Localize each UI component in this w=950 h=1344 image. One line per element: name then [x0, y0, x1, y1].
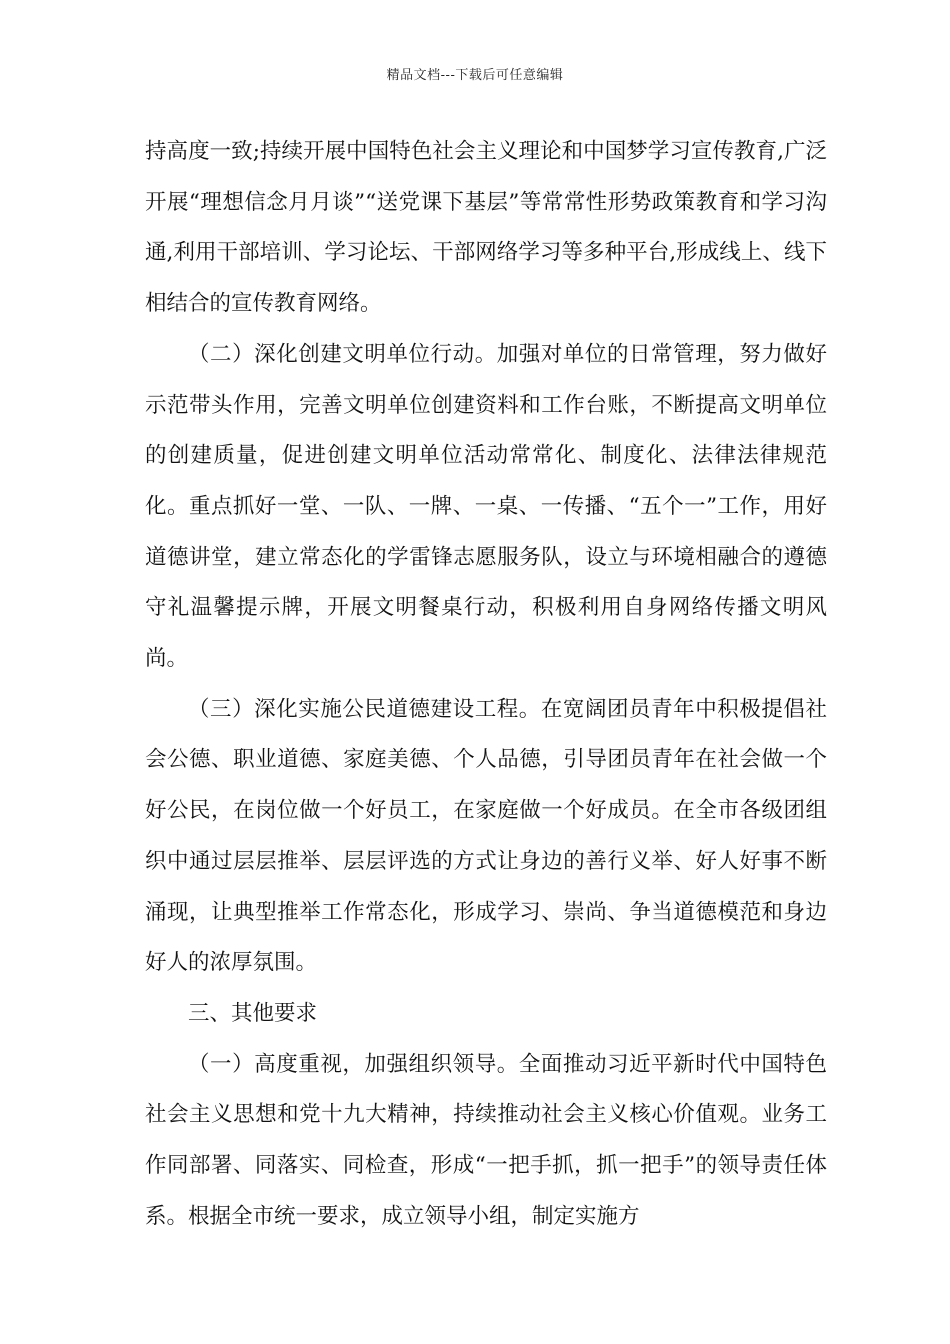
paragraph-section-2-3: （三）深化实施公民道德建设工程。在宽阔团员青年中积极提倡社会公德、职业道德、家庭美德、个人品德，引导团员青年在社会做一个好公民，在岗位做一个好员工，在家庭做一个好成员。在全市各级团组织中通过层层推举、层层评选的方式让身边的善行义举、好人好事不断涌现，让典型推举工作常态化，形成学习、崇尚、争当道德模范和身边好人的浓厚氛围。 — [145, 696, 827, 976]
paragraph-section-2-2: （二）深化创建文明单位行动。加强对单位的日常管理，努力做好示范带头作用，完善文明单位创建资料和工作台账，不断提高文明单位的创建质量，促进创建文明单位活动常常化、制度化、法律法律规范化。重点抓好一堂、一队、一牌、一桌、一传播、“五个一”工作，用好道德讲堂，建立常态化的学雷锋志愿服务队，设立与环境相融合的遵德守礼温馨提示牌，开展文明餐桌行动，积极利用自身网络传播文明风尚。 — [145, 341, 827, 672]
paragraph-continuation: 持高度一致;持续开展中国特色社会主义理论和中国梦学习宣传教育,广泛开展“理想信念月月谈”“送党课下基层”等常常性形势政策教育和学习沟通,利用干部培训、学习论坛、干部网络学习等多种平台,形成线上、线下相结合的宣传教育网络。 — [145, 139, 827, 317]
paragraph-section-3-1: （一）高度重视，加强组织领导。全面推动习近平新时代中国特色社会主义思想和党十九大精神，持续推动社会主义核心价值观。业务工作同部署、同落实、同检查，形成“一把手抓，抓一把手”的领导责任体系。根据全市统一要求，成立领导小组，制定实施方 — [145, 1051, 827, 1229]
page-header: 精品文档---下载后可任意编辑 — [386, 68, 564, 83]
heading-section-3: 三、其他要求 — [188, 1000, 318, 1026]
document-body — [145, 127, 827, 1242]
